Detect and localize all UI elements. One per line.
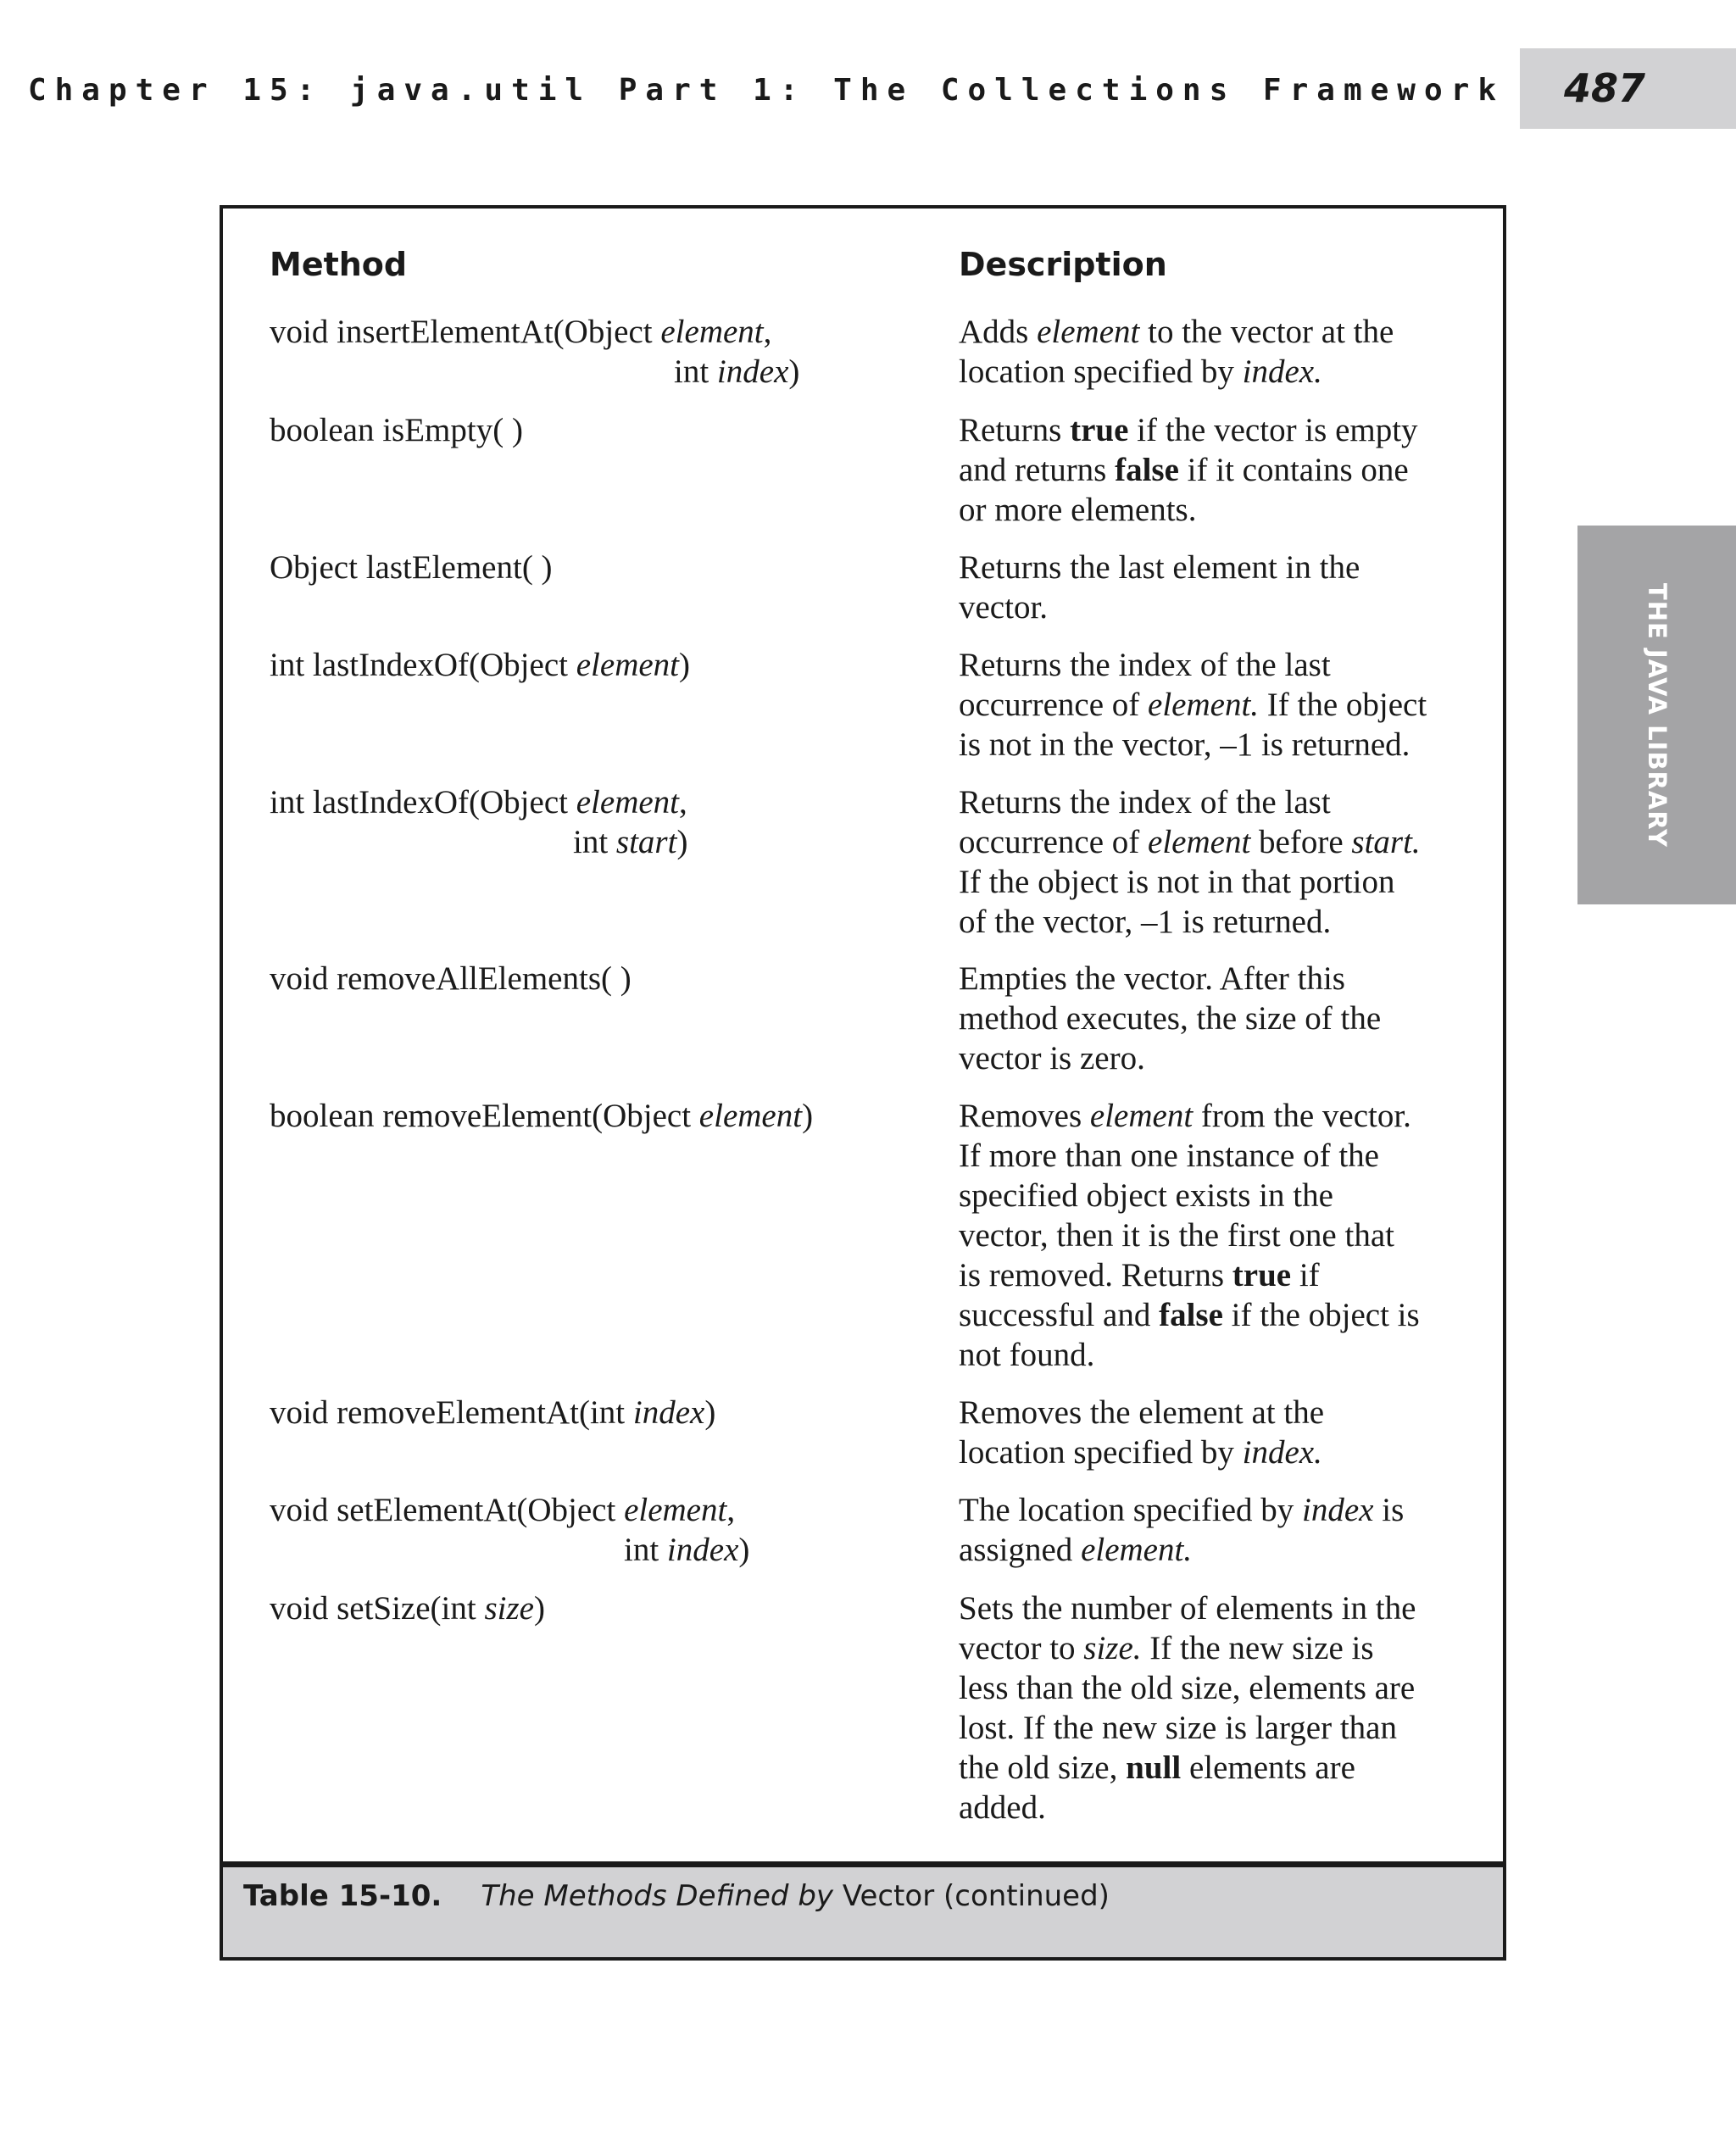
caption-class: Vector [842, 1879, 935, 1913]
method-description: Removes element from the vector. If more than one instance of the specified object exists in the vector, then it is the first one that is removed. Returns true if successful and false if the object is not found. [959, 1098, 1420, 1373]
method-description: Empties the vector. After this method executes, the size of the vector is zero. [959, 960, 1382, 1076]
method-signature: int lastIndexOf(Object element, int start) [270, 784, 688, 860]
method-description: The location specified by index is assigned element. [959, 1492, 1405, 1568]
method-description: Sets the number of elements in the vector to size. If the new size is less than the old size, elements are lost. If the new size is larger than the old size, null elements are added. [959, 1590, 1416, 1826]
page-number: 487 [1563, 65, 1646, 111]
side-tab [1577, 526, 1736, 904]
method-description: Removes the element at the location specified by index. [959, 1394, 1325, 1471]
method-signature: Object lastElement( ) [270, 549, 553, 586]
method-signature: boolean isEmpty( ) [270, 412, 523, 448]
method-signature: boolean removeElement(Object element) [270, 1098, 814, 1134]
method-signature: void setSize(int size) [270, 1590, 545, 1627]
caption-divider [220, 1861, 1506, 1867]
method-description: Returns the index of the last occurrence of element. If the object is not in the vector, –1 is returned. [959, 647, 1427, 763]
page-number-box [1520, 48, 1736, 129]
running-head: Chapter 15: java.util Part 1: The Collections Framework [27, 73, 1505, 108]
caption-suffix: (continued) [943, 1879, 1110, 1913]
method-signature: int lastIndexOf(Object element) [270, 647, 690, 683]
table-caption [220, 1867, 1506, 1961]
method-signature: void insertElementAt(Object element, int index) [270, 314, 800, 390]
column-header-method: Method [270, 246, 408, 283]
side-tab-label: THE JAVA LIBRARY [1642, 582, 1672, 848]
method-description: Adds element to the vector at the location specified by index. [959, 314, 1394, 390]
caption-text [243, 1879, 1110, 1913]
method-description: Returns true if the vector is empty and returns false if it contains one or more elements. [959, 412, 1418, 528]
caption-title: The Methods Defined by [481, 1879, 834, 1913]
caption-number: Table 15-10. [243, 1879, 442, 1913]
method-description: Returns the last element in the vector. [959, 549, 1360, 626]
column-header-description: Description [959, 246, 1167, 283]
method-signature: void removeAllElements( ) [270, 960, 632, 997]
method-signature: void removeElementAt(int index) [270, 1394, 716, 1431]
method-signature: void setElementAt(Object element, int index) [270, 1492, 750, 1568]
method-description: Returns the index of the last occurrence of element before start. If the object is not in that portion of the vector, –1 is returned. [959, 784, 1421, 940]
